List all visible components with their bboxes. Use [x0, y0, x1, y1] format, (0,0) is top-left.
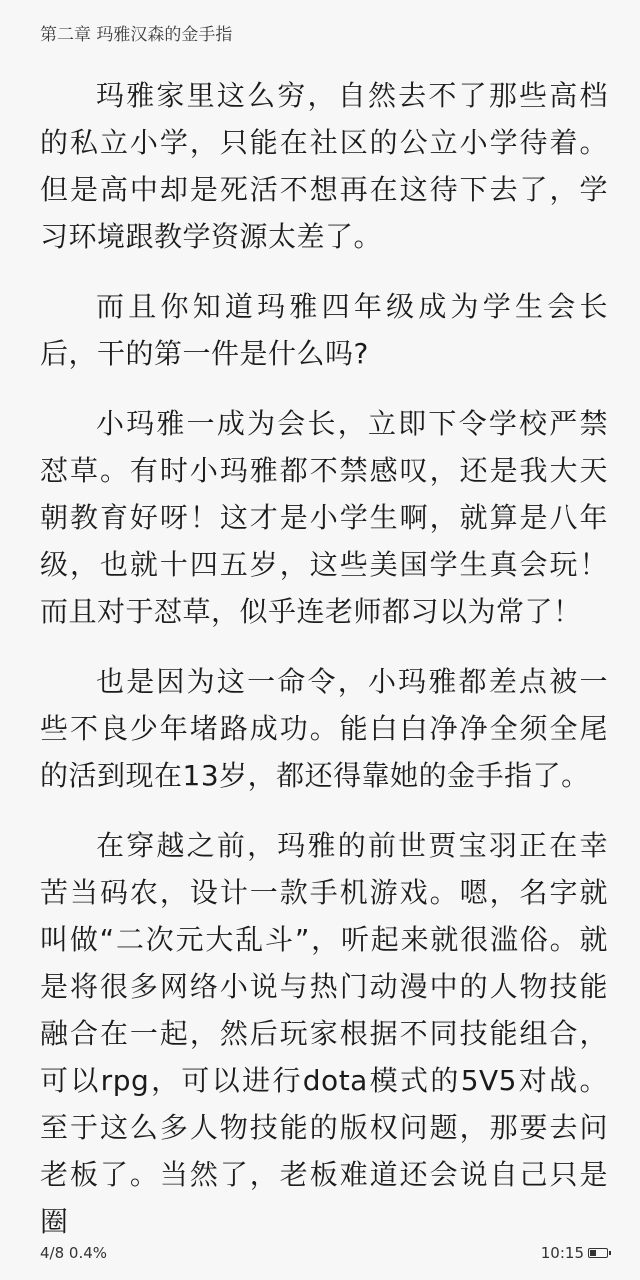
reading-content[interactable]	[40, 72, 608, 1268]
battery-level	[590, 1250, 596, 1256]
paragraph: 玛雅家里这么穷，自然去不了那些高档的私立小学，只能在社区的公立小学待着。但是高中却是死活不想再在这待下去了，学习环境跟教学资源太差了。	[40, 79, 608, 253]
paragraph: 而且你知道玛雅四年级成为学生会长后，干的第一件是什么吗?	[40, 290, 608, 370]
paragraph: 小玛雅一成为会长，立即下令学校严禁怼草。有时小玛雅都不禁感叹，还是我大天朝教育好呀！这才是小学生啊，就算是八年级，也就十四五岁，这些美国学生真会玩！而且对于怼草，似乎连老师都习以为常了！	[40, 407, 608, 628]
paragraph: 在穿越之前，玛雅的前世贾宝羽正在幸苦当码农，设计一款手机游戏。嗯，名字就叫做“二次元大乱斗”，听起来就很滥俗。就是将很多网络小说与热门动漫中的人物技能融合在一起，然后玩家根据不同技能组合，可以rpg，可以进行dota模式的5V5对战。至于这么多人物技能的版权问题，那要去问老板了。当然了，老板难道还会说自己只是圈	[40, 829, 608, 1238]
chapter-title: 第二章 玛雅汉森的金手指	[40, 25, 233, 45]
status-area	[541, 1242, 608, 1264]
reading-progress: 4/8 0.4%	[40, 1244, 108, 1262]
reader-footer	[40, 1242, 608, 1264]
paragraph: 也是因为这一命令，小玛雅都差点被一些不良少年堵路成功。能白白净净全须全尾的活到现在13岁，都还得靠她的金手指了。	[40, 665, 608, 792]
clock-time: 10:15	[540, 1244, 584, 1262]
battery-icon	[588, 1248, 608, 1258]
